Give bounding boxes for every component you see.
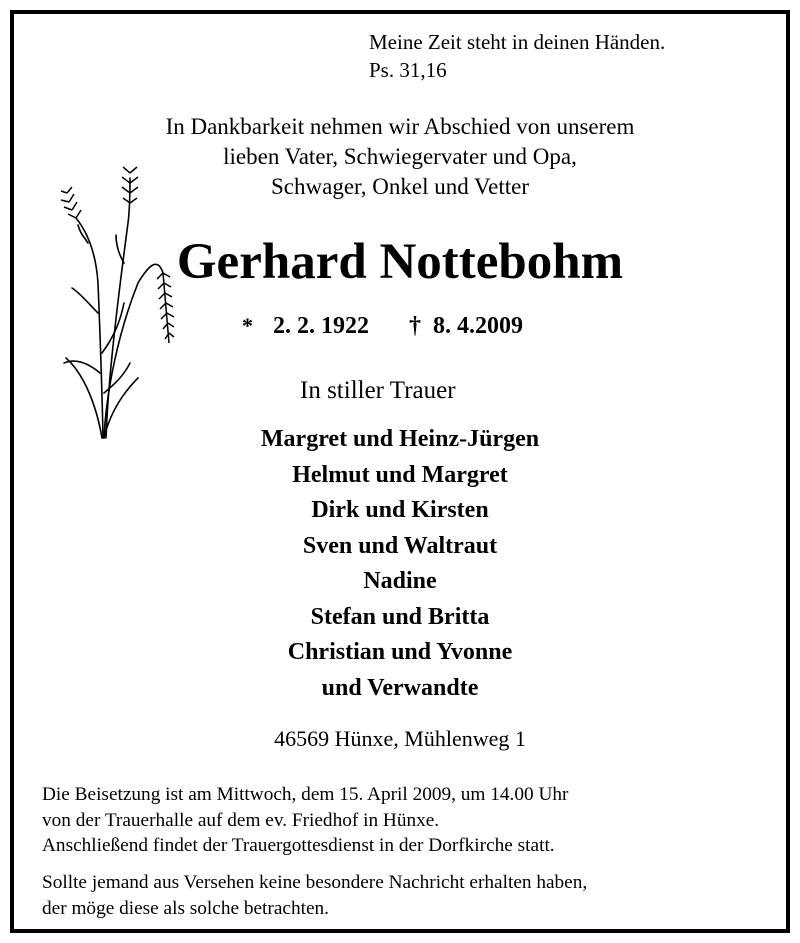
notice-line: von der Trauerhalle auf dem ev. Friedhof in Hünxe. (42, 809, 440, 831)
life-dates (242, 308, 523, 344)
death-date: 8. 4.2009 (433, 313, 523, 339)
family-list (0, 422, 800, 706)
notice-line: Die Beisetzung ist am Mittwoch, dem 15. April 2009, um 14.00 Uhr (42, 784, 569, 805)
notice-line: Anschließend findet der Trauergottesdienst in der Dorfkirche statt. (42, 835, 555, 856)
notice-line: der möge diese als solche betrachten. (42, 897, 329, 919)
notice-line: Sollte jemand aus Versehen keine besondere Nachricht erhalten haben, (42, 872, 588, 893)
family-member: Dirk und Kirsten (311, 497, 489, 523)
mourning-label: In stiller Trauer (300, 377, 456, 404)
verse-text: Meine Zeit steht in deinen Händen. (369, 30, 666, 54)
funeral-notice (42, 782, 568, 859)
family-member: und Verwandte (321, 674, 479, 701)
wheat-ears-icon (58, 163, 183, 443)
death-symbol: † (409, 313, 421, 339)
family-member: Stefan und Britta (310, 603, 490, 630)
birth-date: 2. 2. 1922 (273, 313, 369, 339)
family-member: Nadine (363, 568, 437, 594)
verse-reference: Ps. 31,16 (369, 58, 447, 82)
address: 46569 Hünxe, Mühlenweg 1 (274, 726, 526, 751)
bible-verse (369, 28, 665, 84)
notification-note (42, 870, 587, 921)
intro-line: Schwager, Onkel und Vetter (271, 174, 529, 199)
family-member: Sven und Waltraut (302, 532, 498, 559)
family-member: Helmut und Margret (292, 461, 508, 488)
family-member: Margret und Heinz-Jürgen (260, 426, 540, 452)
deceased-name: Gerhard Nottebohm (176, 234, 624, 290)
family-member: Christian und Yvonne (287, 639, 513, 665)
intro-line: In Dankbarkeit nehmen wir Abschied von unserem (165, 114, 635, 139)
birth-symbol: * (242, 313, 253, 338)
intro-line: lieben Vater, Schwiegervater und Opa, (223, 144, 577, 169)
